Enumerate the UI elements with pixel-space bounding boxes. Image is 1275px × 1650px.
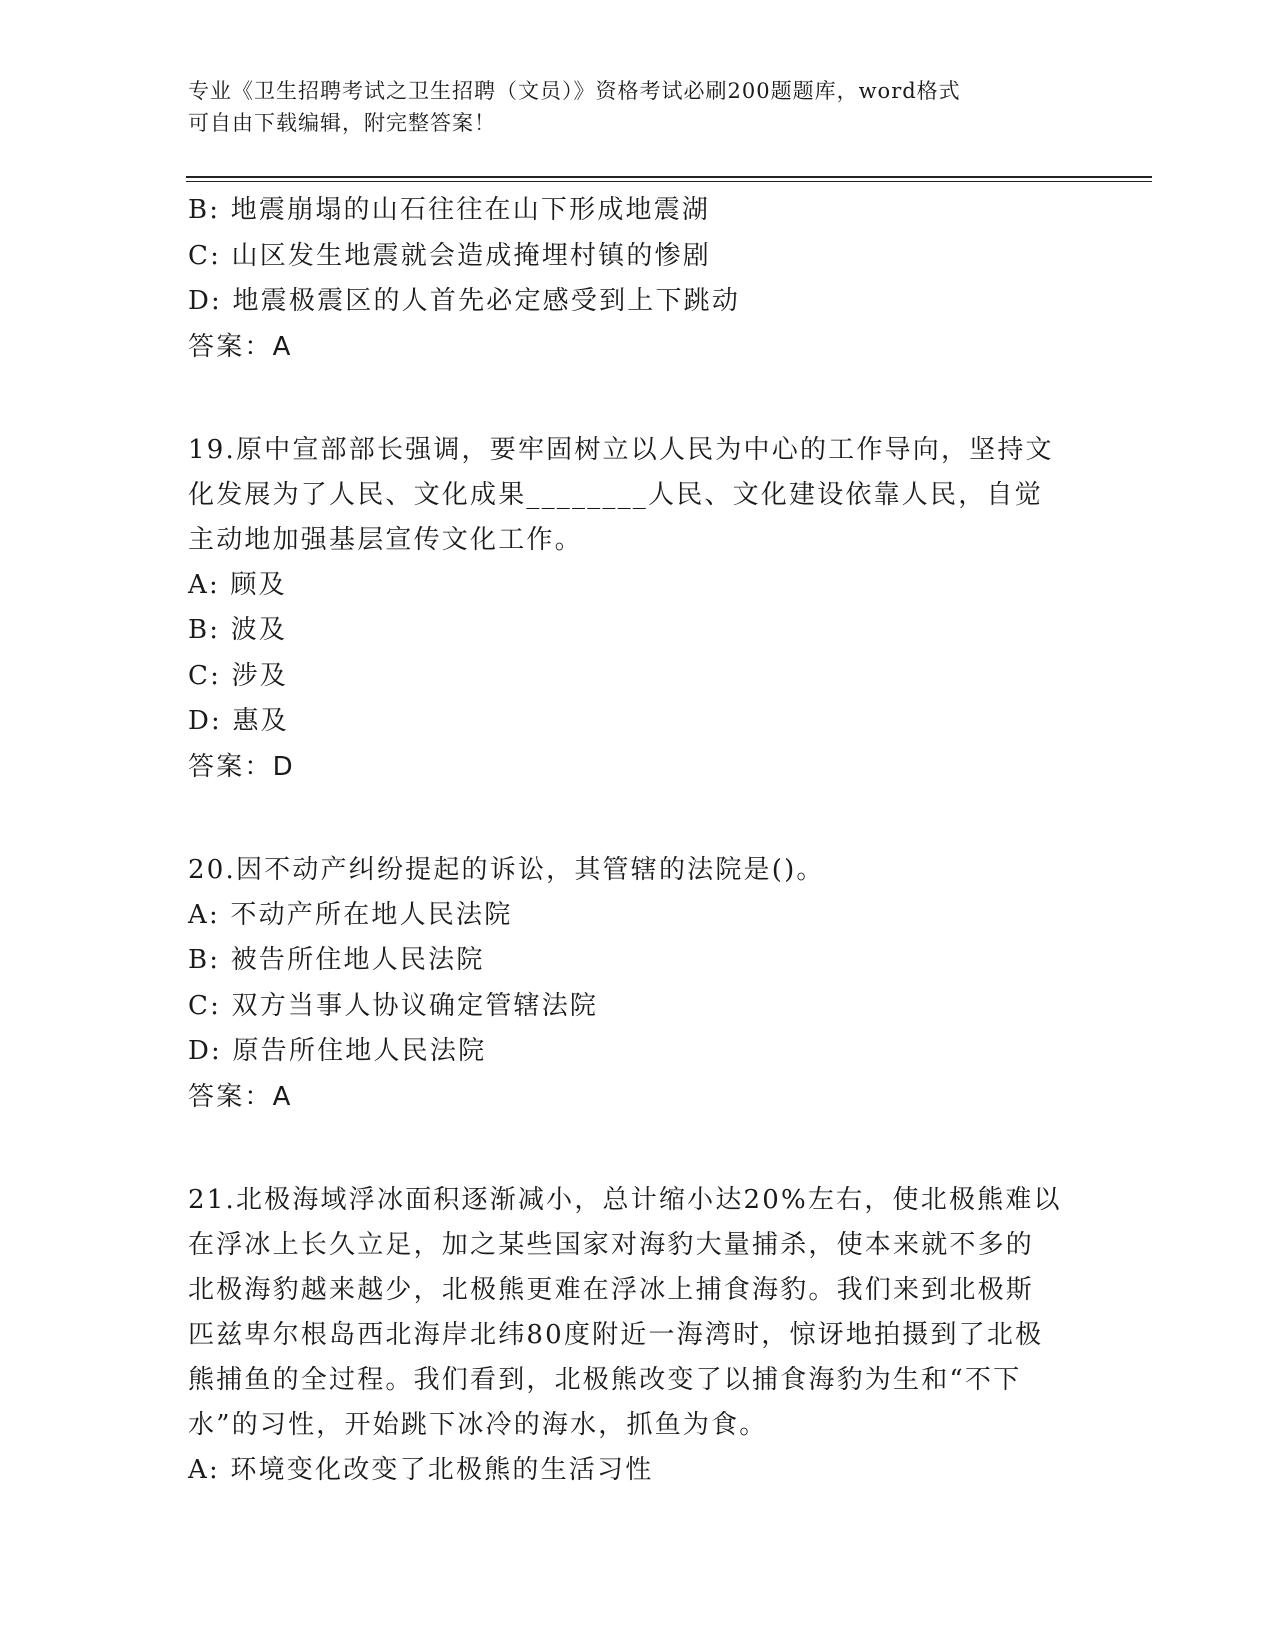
question-stem-line: 水”的习性，开始跳下冰冷的海水，抓鱼为食。 — [188, 1409, 768, 1440]
option-a: A: 不动产所在地人民法院 — [188, 899, 513, 930]
question-spacer — [188, 790, 1088, 848]
option-b: B: 地震崩塌的山石往往在山下形成地震湖 — [188, 195, 711, 225]
answer-line: 答案：A — [188, 331, 293, 362]
question-stem-line: 化发展为了人民、文化成果________人民、文化建设依靠人民，自觉 — [188, 479, 1043, 510]
question-spacer — [188, 370, 1088, 428]
question-18 — [188, 188, 1088, 370]
answer-line: 答案：D — [188, 751, 295, 782]
header-title-line-2: 可自由下载编辑，附完整答案！ — [188, 111, 496, 135]
question-21 — [188, 1178, 1088, 1494]
header-divider — [186, 176, 1152, 182]
question-20 — [188, 848, 1088, 1120]
option-d: D: 原告所住地人民法院 — [188, 1036, 487, 1066]
question-stem-line: 北极海豹越来越少，北极熊更难在浮冰上捕食海豹。我们来到北极斯 — [188, 1274, 1035, 1305]
question-stem-line: 主动地加强基层宣传文化工作。 — [188, 524, 583, 555]
question-spacer — [188, 1120, 1088, 1178]
option-d: D: 惠及 — [188, 706, 289, 736]
option-c: C: 双方当事人协议确定管辖法院 — [188, 990, 599, 1021]
option-d: D: 地震极震区的人首先必定感受到上下跳动 — [188, 286, 741, 316]
option-c: C: 涉及 — [188, 660, 288, 691]
option-a: A: 环境变化改变了北极熊的生活习性 — [188, 1454, 654, 1485]
option-c: C: 山区发生地震就会造成掩埋村镇的惨剧 — [188, 240, 711, 271]
document-header — [188, 75, 1068, 139]
question-stem-line: 20.因不动产纠纷提起的诉讼，其管辖的法院是()。 — [188, 854, 825, 885]
question-content — [188, 188, 1088, 1493]
question-stem-line: 匹兹卑尔根岛西北海岸北纬80度附近一海湾时，惊讶地拍摄到了北极 — [188, 1319, 1044, 1350]
question-stem-line: 21.北极海域浮冰面积逐渐减小，总计缩小达20%左右，使北极熊难以 — [188, 1184, 1062, 1215]
question-stem-line: 19.原中宣部部长强调，要牢固树立以人民为中心的工作导向，坚持文 — [188, 434, 1054, 465]
option-b: B: 被告所住地人民法院 — [188, 945, 485, 975]
question-stem-line: 熊捕鱼的全过程。我们看到，北极熊改变了以捕食海豹为生和“不下 — [188, 1364, 1022, 1395]
question-19 — [188, 428, 1088, 790]
header-title-line-1: 专业《卫生招聘考试之卫生招聘（文员）》资格考试必刷200题题库，word格式 — [188, 79, 961, 103]
answer-line: 答案：A — [188, 1081, 293, 1112]
option-b: B: 波及 — [188, 615, 288, 645]
question-stem-line: 在浮冰上长久立足，加之某些国家对海豹大量捕杀，使本来就不多的 — [188, 1229, 1035, 1260]
option-a: A: 顾及 — [188, 569, 287, 600]
